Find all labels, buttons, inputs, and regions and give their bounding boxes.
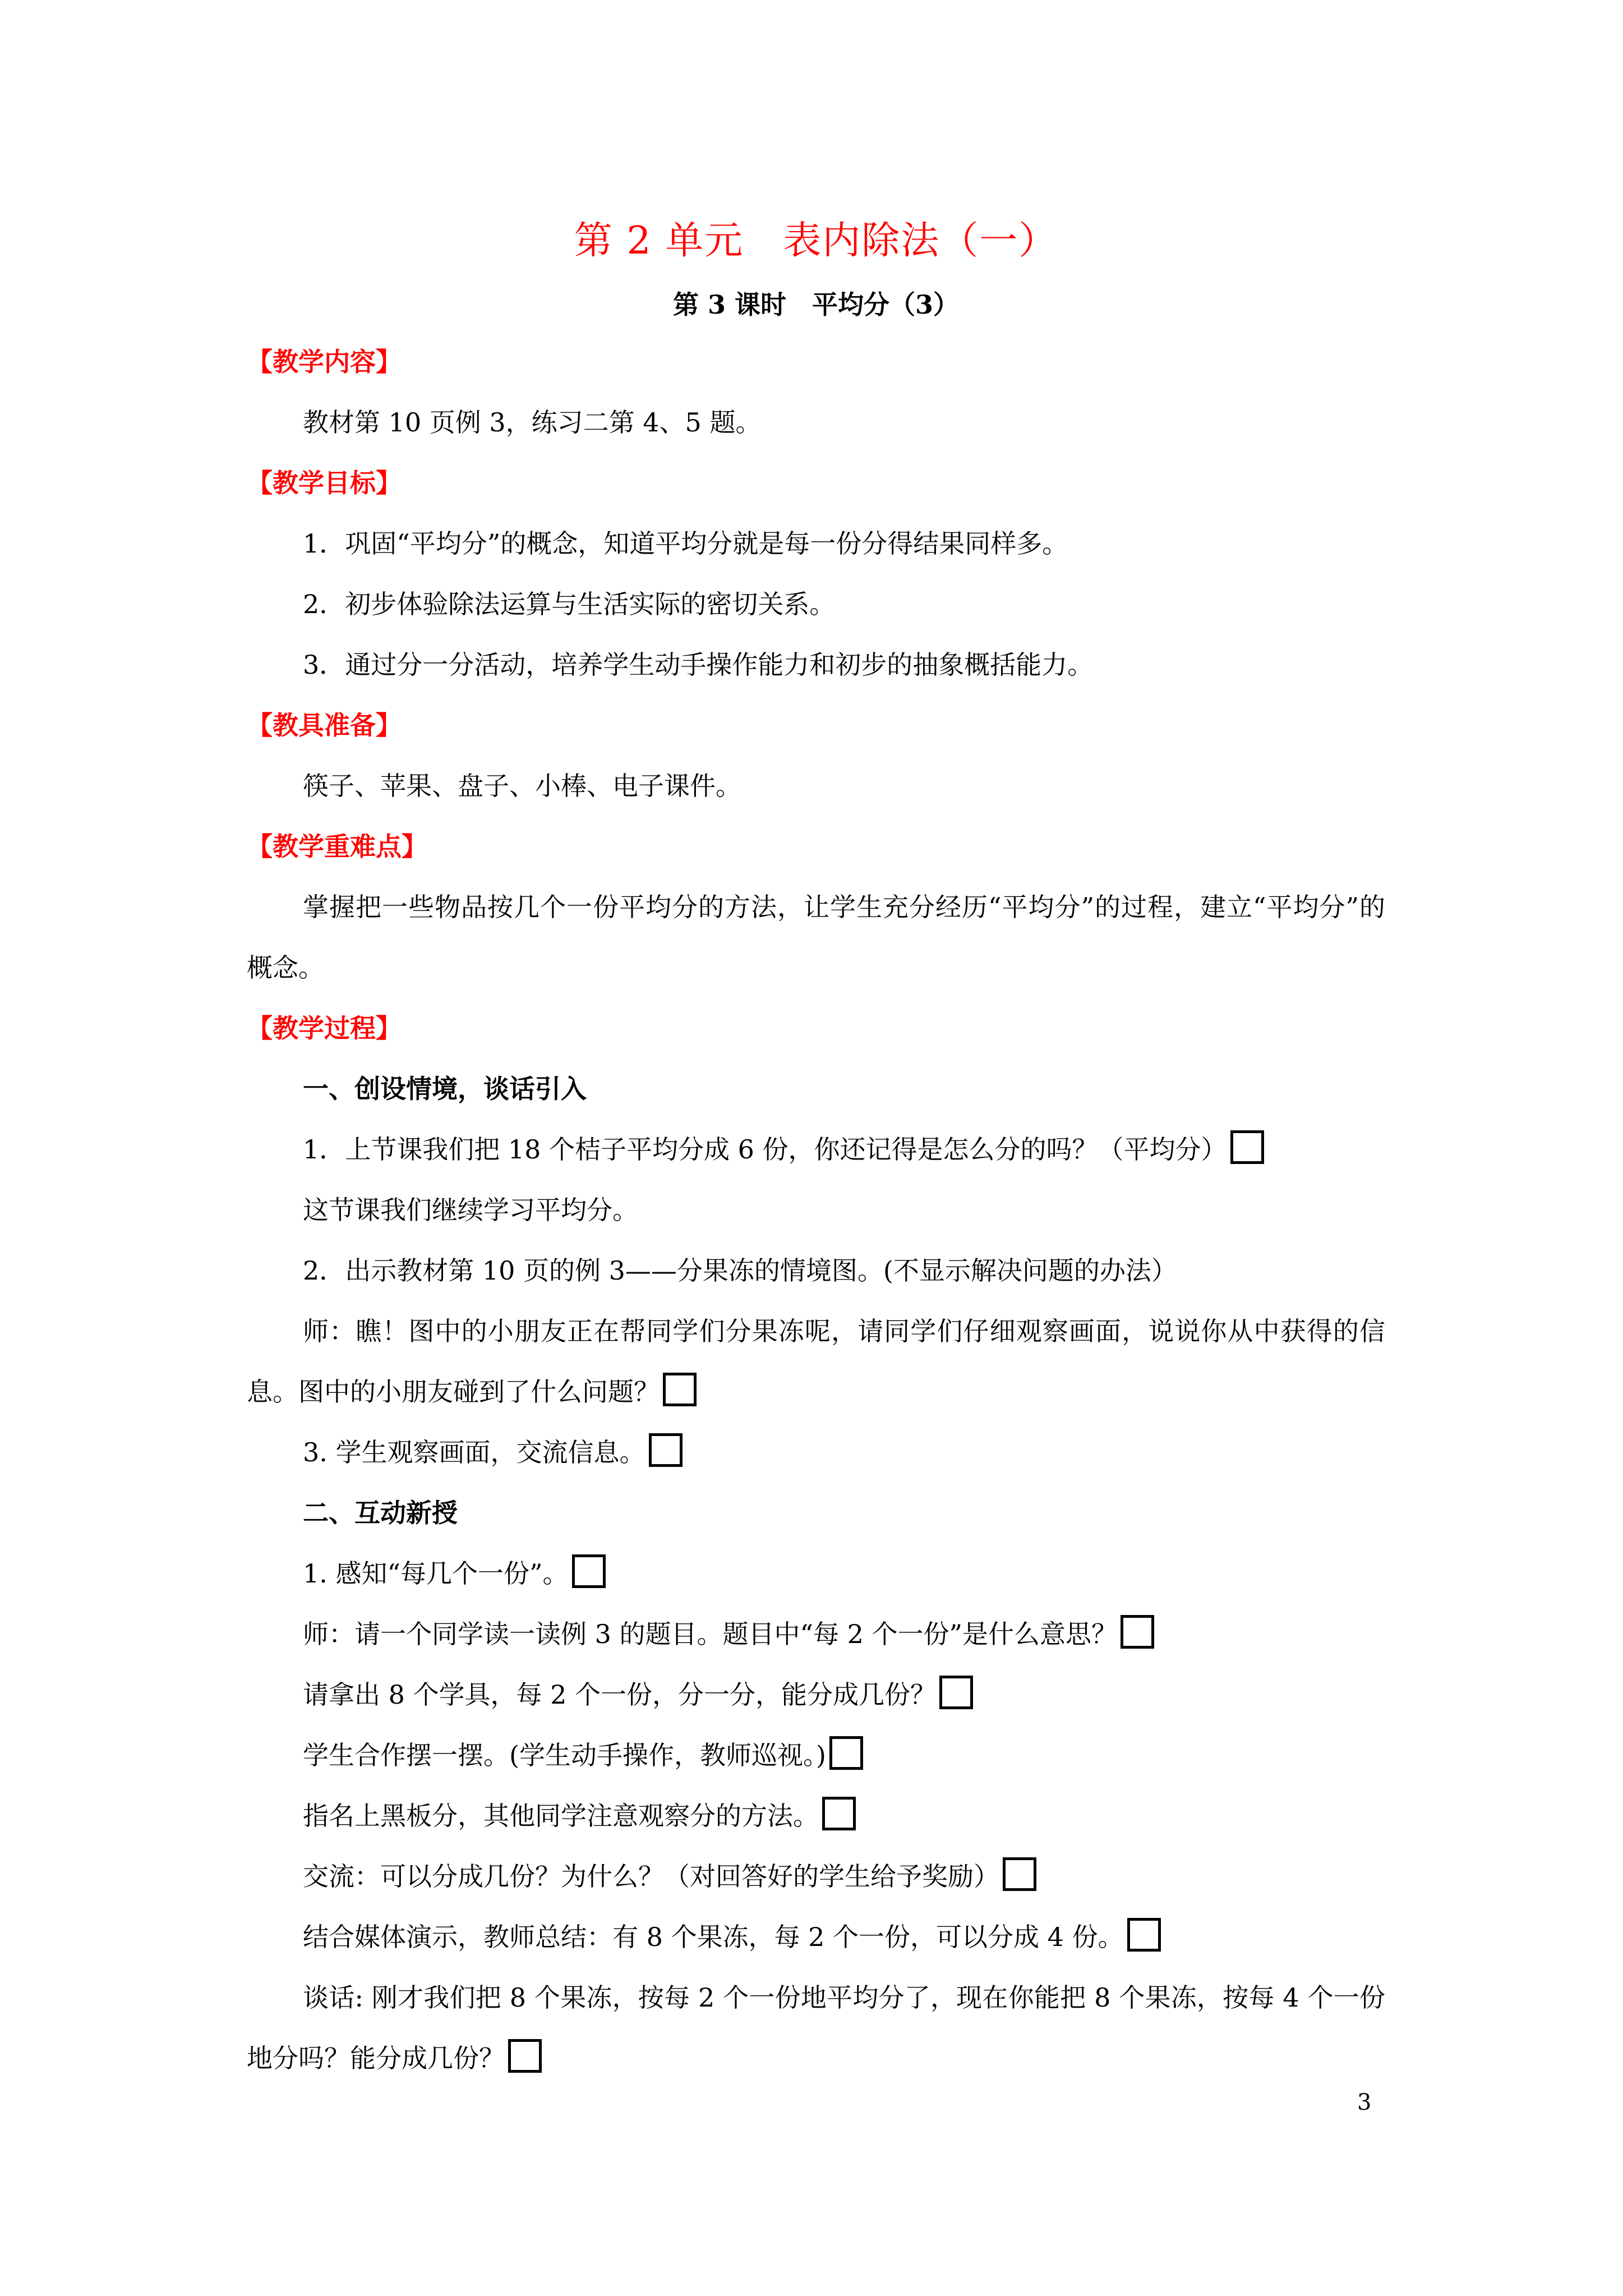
- goal-item: 2．初步体验除法运算与生活实际的密切关系。: [303, 589, 836, 619]
- part1-paragraph: 2．出示教材第 10 页的例 3——分果冻的情境图。(不显示解决问题的办法）: [303, 1255, 1177, 1286]
- section-heading-tools: 【教具准备】: [247, 710, 402, 740]
- paragraph-text: 谈话: 刚才我们把 8 个果冻，按每 2 个一份地平均分了，现在你能把 8 个果冻，按每 4 个一份地分吗？能分成几份？: [247, 1982, 1385, 2073]
- paragraph-text: 请拿出 8 个学具，每 2 个一份，分一分，能分成几份？: [303, 1680, 937, 1710]
- part2-paragraph: [247, 1907, 1385, 1967]
- checkbox-square[interactable]: [663, 1373, 697, 1406]
- goal-item: 3．通过分一分活动，培养学生动手操作能力和初步的抽象概括能力。: [303, 650, 1094, 680]
- part2-paragraph: [247, 1664, 1385, 1725]
- paragraph-text: 1．上节课我们把 18 个桔子平均分成 6 份，你还记得是怎么分的吗？（平均分）: [303, 1134, 1227, 1165]
- part2-paragraph: [247, 1786, 1385, 1846]
- part2-paragraph: [247, 1846, 1385, 1907]
- checkbox-square[interactable]: [939, 1676, 973, 1709]
- section-heading-content: 【教学内容】: [247, 347, 402, 377]
- part2-paragraph: [247, 1967, 1385, 2088]
- part2-paragraph: [247, 1543, 1385, 1604]
- checkbox-square[interactable]: [649, 1433, 683, 1467]
- section-heading-goals: 【教学目标】: [247, 468, 402, 498]
- unit-title: 第 2 单元 表内除法（一）: [574, 219, 1058, 263]
- page-number: 3: [1357, 2090, 1372, 2115]
- lesson-title: 第 3 课时 平均分（3）: [672, 289, 960, 320]
- paragraph-text: 3. 学生观察画面，交流信息。: [303, 1437, 645, 1467]
- paragraph-text: 结合媒体演示，教师总结：有 8 个果冻，每 2 个一份，可以分成 4 份。: [303, 1922, 1124, 1952]
- part2-heading: 二、互动新授: [303, 1498, 458, 1528]
- section-heading-process: 【教学过程】: [247, 1013, 402, 1043]
- paragraph-text: 师：请一个同学读一读例 3 的题目。题目中“每 2 个一份”是什么意思？: [303, 1619, 1118, 1649]
- part1-paragraph: [247, 1119, 1385, 1180]
- checkbox-square[interactable]: [1121, 1615, 1154, 1649]
- checkbox-square[interactable]: [572, 1554, 606, 1588]
- document-body: [247, 210, 1385, 2088]
- part1-paragraph: [247, 1422, 1385, 1483]
- content-text: 教材第 10 页例 3，练习二第 4、5 题。: [303, 407, 762, 438]
- paragraph-text: 交流：可以分成几份？为什么？（对回答好的学生给予奖励）: [303, 1861, 999, 1892]
- paragraph-text: 指名上黑板分，其他同学注意观察分的方法。: [303, 1801, 819, 1831]
- checkbox-square[interactable]: [508, 2039, 542, 2073]
- part1-heading: 一、创设情境，谈话引入: [303, 1074, 587, 1104]
- key-points-text: 掌握把一些物品按几个一份平均分的方法，让学生充分经历“平均分”的过程，建立“平均分”的概念。: [247, 892, 1385, 983]
- part2-paragraph: [247, 1725, 1385, 1786]
- checkbox-square[interactable]: [822, 1797, 856, 1830]
- checkbox-square[interactable]: [1003, 1857, 1036, 1891]
- goal-item: 1．巩固“平均分”的概念，知道平均分就是每一份分得结果同样多。: [303, 528, 1068, 559]
- section-heading-key-points: 【教学重难点】: [247, 831, 427, 862]
- paragraph-text: 1. 感知“每几个一份”。: [303, 1558, 569, 1589]
- checkbox-square[interactable]: [1127, 1918, 1161, 1952]
- paragraph-text: 师：瞧！图中的小朋友正在帮同学们分果冻呢，请同学们仔细观察画面，说说你从中获得的信息。图中的小朋友碰到了什么问题？: [247, 1316, 1385, 1407]
- part2-paragraph: [247, 1604, 1385, 1664]
- part1-paragraph: 这节课我们继续学习平均分。: [303, 1195, 638, 1225]
- tools-text: 筷子、苹果、盘子、小棒、电子课件。: [303, 771, 741, 801]
- checkbox-square[interactable]: [1230, 1130, 1264, 1164]
- checkbox-square[interactable]: [829, 1736, 863, 1770]
- paragraph-text: 学生合作摆一摆。(学生动手操作，教师巡视。): [303, 1740, 826, 1770]
- part1-paragraph: [247, 1301, 1385, 1422]
